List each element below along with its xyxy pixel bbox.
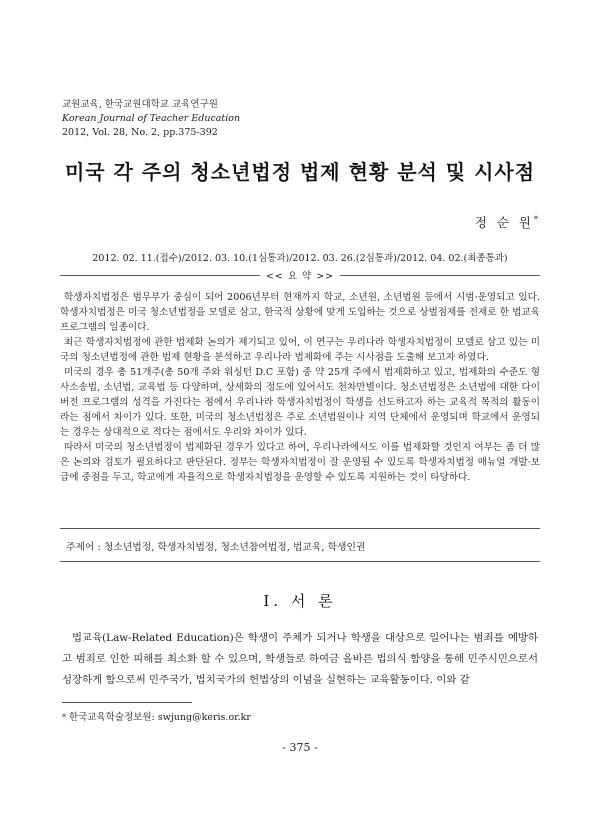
abstract-paragraph: 미국의 경우 총 51개주(총 50개 주와 워싱턴 D.C 포함) 중 약 25개 주에서 법제화하고 있고, 법제화의 수준도 형사소송법, 소년법, 교육법 등 다양하며, 상세화의 정도에 있어서도 천차만별이다. 청소년법정은 소년법에 대한 다이버전 프로그램의 성격을 가진다는 점에서 우리나라 학생자치법정이 학생을 선도하고자 하는 교육적 목적의 활동이라는 점에서 차이가 있다. 또한, 미국의 청소년법정은 주로 소년법원이나 지역 단체에서 운영되며 학교에서 운영되는 경우는 상대적으로 적다는 점에서도 우리와 차이가 있다. [60, 367, 540, 438]
journal-name-english: Korean Journal of Teacher Education [62, 113, 241, 124]
review-dates: 2012. 02. 11.(접수)/2012. 03. 10.(1심통과)/2012. 03. 26.(2심통과)/2012. 04. 02.(최종통과) [92, 253, 508, 264]
footnote-text: 한국교육학술정보원: swjung@keris.or.kr [69, 712, 251, 723]
paper-title: 미국 각 주의 청소년법정 법제 현황 분석 및 시사점 [64, 160, 536, 184]
abstract-paragraph: 학생자치법정은 범무부가 중심이 되어 2006년부터 현재까지 학교, 소년원, 소년법원 등에서 시범·운영되고 있다. 학생자치법정은 미국 청소년법정을 모델로 삼고, 한국적 상황에 맞게 도입하는 것으로 상벌점제를 전제로 한 법교육프로그램의 일종이다. [60, 292, 540, 333]
author-footnote-mark: * [534, 214, 538, 224]
footnote [62, 709, 251, 723]
author [475, 213, 538, 231]
abstract-bottom-rule [60, 528, 540, 529]
abstract-paragraph: 따라서 미국의 청소년법정이 법제화된 경우가 있다고 하여, 우리나라에서도 이를 법제화할 것인지 여부는 좀 더 많은 논의와 검토가 필요하다고 판단된다. 정부는 학생자치법정이 잘 운영될 수 있도록 학생자치법정 매뉴얼 개발·보급에 중점을 두고, 학교에게 자율적으로 학생자치법정을 운영할 수 있도록 지원하는 것이 타당하다. [60, 442, 540, 483]
body-text [62, 628, 538, 691]
journal-header [62, 98, 240, 140]
body-paragraph: 법교육(Law-Related Education)은 학생이 주체가 되거나 학생을 대상으로 일어나는 범죄를 예방하고 범죄로 인한 피해를 최소화 할 수 있으며, 학생들로 하여금 올바른 법의식 함양을 통해 민주시민으로서 성장하게 함으로써 민주국가, 법치국가의 헌법상의 이념을 실현하는 교육활동이다. 이와 같 [62, 632, 538, 686]
page-number: - 375 - [282, 741, 318, 754]
abstract-rule-right [340, 275, 540, 276]
abstract-body [60, 290, 540, 485]
abstract-rule-left [60, 275, 260, 276]
abstract-paragraph: 최근 학생자치법정에 관한 법제화 논의가 제기되고 있어, 이 연구는 우리나라 학생자치법정이 모델로 삼고 있는 미국의 청소년법정에 관한 법제 현황을 분석하고 우리나라 법제화에 주는 시사점을 도출해 보고자 하였다. [60, 337, 540, 363]
footnote-rule [62, 702, 192, 703]
author-name: 정 순 원 [474, 215, 534, 230]
journal-volume: 2012, Vol. 28, No. 2, pp.375-392 [62, 127, 218, 138]
journal-name-korean: 교원교육, 한국교원대학교 교육연구원 [62, 99, 218, 110]
keywords-rule [60, 561, 540, 562]
footnote-mark: * [62, 713, 66, 722]
keywords: 주제어 : 청소년법정, 학생자치법정, 청소년참여법정, 법교육, 학생인권 [66, 542, 366, 553]
abstract-heading [60, 268, 540, 282]
section-heading: Ⅰ. 서 론 [263, 592, 337, 610]
abstract-heading-label: << 요 약 >> [265, 271, 335, 282]
